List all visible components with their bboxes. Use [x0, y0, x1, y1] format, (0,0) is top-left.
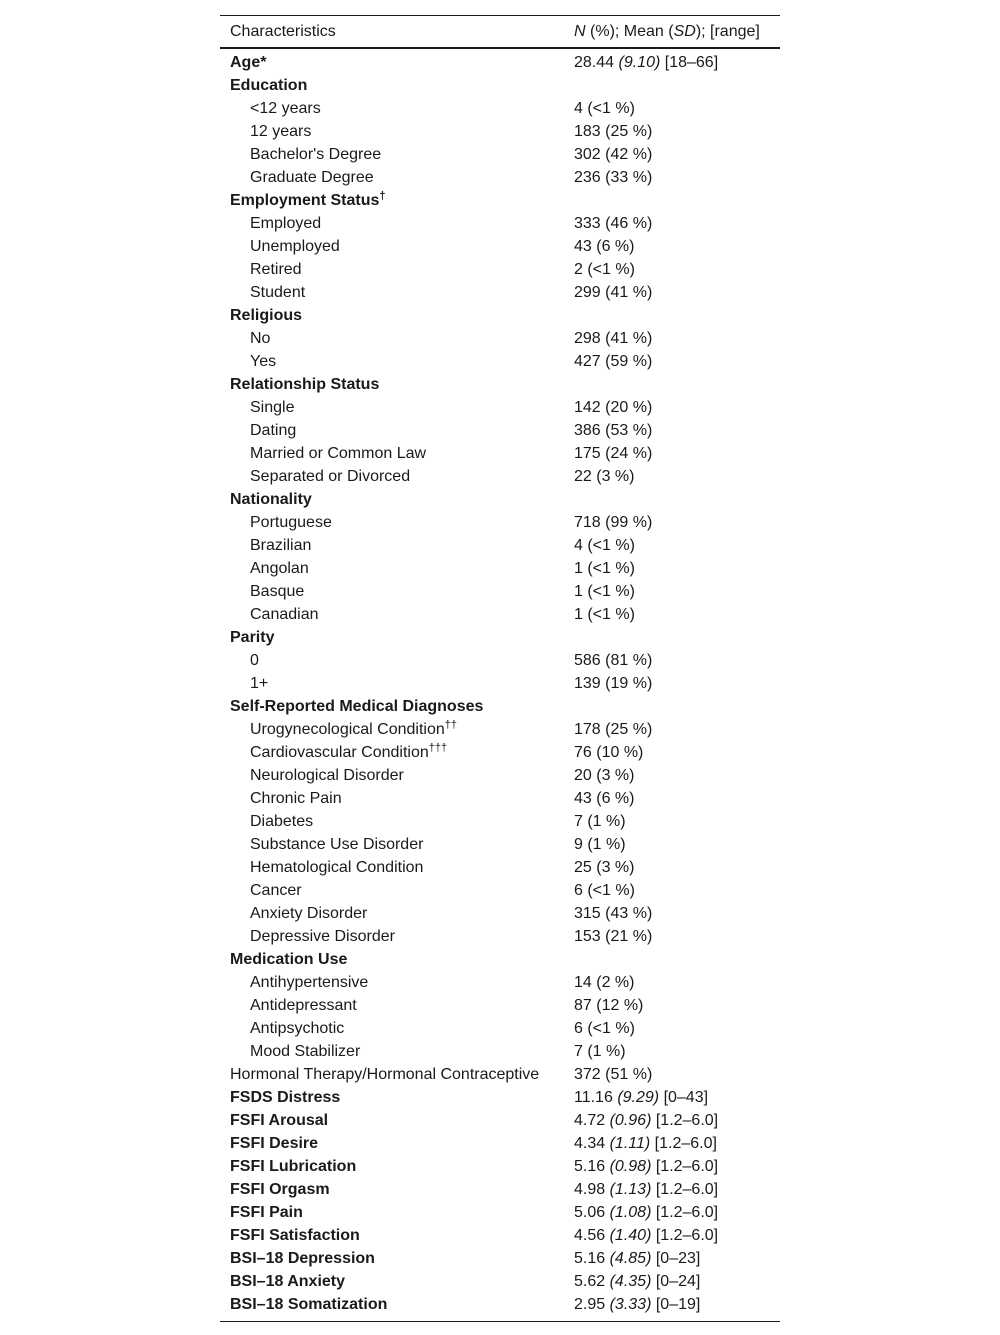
- row-value: 386 (53 %): [574, 421, 653, 439]
- row-label-cell: [220, 767, 574, 785]
- table-row: [220, 557, 780, 580]
- row-value: 4.34: [574, 1134, 606, 1152]
- row-label-cell: [220, 189, 574, 210]
- table-row: [220, 120, 780, 143]
- row-value-cell: [574, 215, 780, 233]
- row-label-cell: [220, 1020, 574, 1038]
- row-sd: (1.13): [609, 1180, 652, 1198]
- row-label: Bachelor's Degree: [250, 145, 382, 163]
- row-value-cell: [574, 1158, 780, 1176]
- table-body: [220, 51, 780, 1316]
- row-value: 183 (25 %): [574, 122, 653, 140]
- row-label: Parity: [230, 628, 275, 646]
- row-label: Retired: [250, 260, 302, 278]
- header-n: N: [574, 22, 586, 40]
- row-label: Relationship Status: [230, 375, 380, 393]
- row-value: 5.62: [574, 1272, 606, 1290]
- row-label-cell: [220, 307, 574, 325]
- row-value: 5.06: [574, 1203, 606, 1221]
- row-label: Antidepressant: [250, 996, 357, 1014]
- row-label: Single: [250, 398, 295, 416]
- row-label-cell: [220, 445, 574, 463]
- footnote-marker: ††: [444, 718, 458, 731]
- row-label-cell: [220, 491, 574, 509]
- row-range: [1.2–6.0]: [655, 1111, 719, 1129]
- table-row: [220, 350, 780, 373]
- row-label-cell: [220, 215, 574, 233]
- row-label: Cancer: [250, 881, 302, 899]
- row-label: Portuguese: [250, 513, 332, 531]
- table-row: [220, 1293, 780, 1316]
- table-row: [220, 787, 780, 810]
- row-label: Dating: [250, 421, 297, 439]
- table-row: [220, 1040, 780, 1063]
- row-value-cell: [574, 560, 780, 578]
- header-characteristics: Characteristics: [230, 22, 336, 40]
- row-label-cell: [220, 951, 574, 969]
- row-value: 299 (41 %): [574, 283, 653, 301]
- row-label-cell: [220, 146, 574, 164]
- table-row: [220, 258, 780, 281]
- row-label: Hormonal Therapy/Hormonal Contraceptive: [230, 1065, 540, 1083]
- row-label: BSI–18 Somatization: [230, 1295, 388, 1313]
- row-value-cell: [574, 721, 780, 739]
- row-label: Medication Use: [230, 950, 348, 968]
- header-range: ); [range]: [695, 22, 760, 40]
- table-row: [220, 1086, 780, 1109]
- row-label-cell: [220, 468, 574, 486]
- row-value: 298 (41 %): [574, 329, 653, 347]
- row-label-cell: [220, 1089, 574, 1107]
- header-sd: SD: [673, 22, 696, 40]
- row-value: 333 (46 %): [574, 214, 653, 232]
- row-value: 6 (<1 %): [574, 881, 635, 899]
- table-row: [220, 281, 780, 304]
- row-value-cell: [574, 1112, 780, 1130]
- header-statistics: [574, 23, 780, 41]
- row-range: [18–66]: [664, 53, 719, 71]
- table-header-row: [220, 16, 780, 49]
- table-row: [220, 51, 780, 74]
- row-label: Unemployed: [250, 237, 340, 255]
- row-label: Graduate Degree: [250, 168, 374, 186]
- row-value-cell: [574, 813, 780, 831]
- row-label-cell: [220, 928, 574, 946]
- row-label-cell: [220, 606, 574, 624]
- row-label-cell: [220, 238, 574, 256]
- demographics-table: [220, 15, 780, 1322]
- table-row: [220, 74, 780, 97]
- row-value-cell: [574, 1020, 780, 1038]
- row-value: 315 (43 %): [574, 904, 653, 922]
- row-value-cell: [574, 1181, 780, 1199]
- row-sd: (4.35): [609, 1272, 652, 1290]
- table-row: [220, 1132, 780, 1155]
- row-label-cell: [220, 169, 574, 187]
- table-row: [220, 1063, 780, 1086]
- row-label-cell: [220, 284, 574, 302]
- row-value-cell: [574, 1135, 780, 1153]
- row-value: 586 (81 %): [574, 651, 653, 669]
- row-label-cell: [220, 882, 574, 900]
- row-label-cell: [220, 54, 574, 72]
- row-value-cell: [574, 790, 780, 808]
- table-row: [220, 925, 780, 948]
- row-value: 4.56: [574, 1226, 606, 1244]
- table-row: [220, 764, 780, 787]
- row-label: FSFI Satisfaction: [230, 1226, 360, 1244]
- row-label: Anxiety Disorder: [250, 904, 368, 922]
- row-label-cell: [220, 1227, 574, 1245]
- table-row: [220, 695, 780, 718]
- row-sd: (3.33): [609, 1295, 652, 1313]
- row-value-cell: [574, 399, 780, 417]
- row-label: Neurological Disorder: [250, 766, 404, 784]
- table-row: [220, 810, 780, 833]
- row-value: 718 (99 %): [574, 513, 653, 531]
- table-row: [220, 396, 780, 419]
- row-label-cell: [220, 537, 574, 555]
- table-row: [220, 97, 780, 120]
- row-label: Self-Reported Medical Diagnoses: [230, 697, 484, 715]
- row-label: Brazilian: [250, 536, 312, 554]
- row-label: FSDS Distress: [230, 1088, 341, 1106]
- row-value: 1 (<1 %): [574, 582, 635, 600]
- row-label: Religious: [230, 306, 303, 324]
- row-value-cell: [574, 997, 780, 1015]
- row-label: Hematological Condition: [250, 858, 424, 876]
- row-value: 2 (<1 %): [574, 260, 635, 278]
- row-value-cell: [574, 1273, 780, 1291]
- row-label-cell: [220, 813, 574, 831]
- row-value: 1 (<1 %): [574, 605, 635, 623]
- row-label: 12 years: [250, 122, 312, 140]
- row-label-cell: [220, 1296, 574, 1314]
- table-row: [220, 488, 780, 511]
- row-label: Cardiovascular Condition: [250, 743, 429, 761]
- row-value: 22 (3 %): [574, 467, 635, 485]
- table-row: [220, 1109, 780, 1132]
- row-value-cell: [574, 652, 780, 670]
- row-label-cell: [220, 905, 574, 923]
- row-label-cell: [220, 836, 574, 854]
- row-value-cell: [574, 1204, 780, 1222]
- row-value: 153 (21 %): [574, 927, 653, 945]
- table-row: [220, 166, 780, 189]
- row-sd: (9.10): [618, 53, 661, 71]
- row-label-cell: [220, 330, 574, 348]
- row-value-cell: [574, 54, 780, 72]
- footnote-marker: †: [379, 189, 386, 202]
- row-label-cell: [220, 1112, 574, 1130]
- table-row: [220, 1178, 780, 1201]
- row-sd: (0.98): [609, 1157, 652, 1175]
- row-label: BSI–18 Depression: [230, 1249, 375, 1267]
- table-row: [220, 235, 780, 258]
- row-range: [1.2–6.0]: [654, 1134, 717, 1152]
- header-pct-mean: (%); Mean (: [585, 22, 674, 40]
- table-row: [220, 603, 780, 626]
- row-label: BSI–18 Anxiety: [230, 1272, 346, 1290]
- table-row: [220, 741, 780, 764]
- row-label: FSFI Arousal: [230, 1111, 329, 1129]
- table-row: [220, 948, 780, 971]
- row-label-cell: [220, 583, 574, 601]
- row-label: Education: [230, 76, 308, 94]
- row-label-cell: [220, 1250, 574, 1268]
- row-range: [0–43]: [663, 1088, 709, 1106]
- row-label-cell: [220, 100, 574, 118]
- row-value-cell: [574, 744, 780, 762]
- row-label: FSFI Orgasm: [230, 1180, 330, 1198]
- row-value-cell: [574, 1250, 780, 1268]
- row-label: Basque: [250, 582, 305, 600]
- row-value: 28.44: [574, 53, 615, 71]
- row-label: FSFI Lubrication: [230, 1157, 357, 1175]
- table-row: [220, 626, 780, 649]
- row-label-cell: [220, 859, 574, 877]
- row-label: Age*: [230, 53, 267, 71]
- row-label: FSFI Pain: [230, 1203, 303, 1221]
- row-value-cell: [574, 583, 780, 601]
- row-value-cell: [574, 675, 780, 693]
- table-bottom-rule: [220, 1321, 780, 1322]
- table-row: [220, 856, 780, 879]
- row-value-cell: [574, 1043, 780, 1061]
- row-value: 1 (<1 %): [574, 559, 635, 577]
- row-value-cell: [574, 514, 780, 532]
- row-value: 6 (<1 %): [574, 1019, 635, 1037]
- row-value: 20 (3 %): [574, 766, 635, 784]
- table-row: [220, 143, 780, 166]
- row-sd: (1.08): [609, 1203, 652, 1221]
- footnote-marker: †††: [428, 741, 448, 754]
- row-label-cell: [220, 1273, 574, 1291]
- row-label-cell: [220, 790, 574, 808]
- row-value: 5.16: [574, 1249, 606, 1267]
- row-value: 302 (42 %): [574, 145, 653, 163]
- row-value-cell: [574, 238, 780, 256]
- table-row: [220, 1017, 780, 1040]
- row-value: 139 (19 %): [574, 674, 653, 692]
- row-value-cell: [574, 1089, 780, 1107]
- row-label-cell: [220, 77, 574, 95]
- row-label-cell: [220, 1066, 574, 1084]
- row-value: 9 (1 %): [574, 835, 626, 853]
- row-value-cell: [574, 100, 780, 118]
- table-row: [220, 994, 780, 1017]
- row-range: [1.2–6.0]: [655, 1226, 719, 1244]
- table-row: [220, 1201, 780, 1224]
- row-value: 178 (25 %): [574, 720, 653, 738]
- row-label: Angolan: [250, 559, 309, 577]
- table-row: [220, 672, 780, 695]
- row-value-cell: [574, 882, 780, 900]
- row-label-cell: [220, 1181, 574, 1199]
- row-label-cell: [220, 675, 574, 693]
- row-value-cell: [574, 169, 780, 187]
- table-row: [220, 419, 780, 442]
- row-label: 1+: [250, 674, 269, 692]
- row-value: 4.72: [574, 1111, 606, 1129]
- row-label: Nationality: [230, 490, 312, 508]
- row-label: Canadian: [250, 605, 319, 623]
- row-value: 372 (51 %): [574, 1065, 653, 1083]
- row-label: 0: [250, 651, 259, 669]
- row-sd: (1.11): [609, 1134, 651, 1152]
- row-value-cell: [574, 974, 780, 992]
- row-value-cell: [574, 606, 780, 624]
- row-value-cell: [574, 123, 780, 141]
- table-row: [220, 304, 780, 327]
- row-value-cell: [574, 1227, 780, 1245]
- row-label: Chronic Pain: [250, 789, 342, 807]
- row-value-cell: [574, 928, 780, 946]
- row-label-cell: [220, 652, 574, 670]
- table-row: [220, 718, 780, 741]
- row-label-cell: [220, 353, 574, 371]
- row-value-cell: [574, 353, 780, 371]
- row-value: 87 (12 %): [574, 996, 644, 1014]
- row-value: 43 (6 %): [574, 237, 635, 255]
- row-label: Antipsychotic: [250, 1019, 345, 1037]
- row-label: No: [250, 329, 271, 347]
- row-value: 5.16: [574, 1157, 606, 1175]
- row-label-cell: [220, 123, 574, 141]
- row-label: Depressive Disorder: [250, 927, 395, 945]
- row-sd: (1.40): [609, 1226, 652, 1244]
- row-value: 142 (20 %): [574, 398, 653, 416]
- row-label-cell: [220, 1043, 574, 1061]
- row-value-cell: [574, 422, 780, 440]
- row-label: Mood Stabilizer: [250, 1042, 361, 1060]
- row-label: Student: [250, 283, 306, 301]
- row-value: 427 (59 %): [574, 352, 653, 370]
- table-row: [220, 442, 780, 465]
- row-label: Employment Status: [230, 191, 380, 209]
- row-value: 236 (33 %): [574, 168, 653, 186]
- table-row: [220, 902, 780, 925]
- row-sd: (9.29): [617, 1088, 660, 1106]
- row-label: Urogynecological Condition: [250, 720, 445, 738]
- row-value: 7 (1 %): [574, 812, 626, 830]
- row-label-cell: [220, 629, 574, 647]
- row-value-cell: [574, 767, 780, 785]
- row-value: 7 (1 %): [574, 1042, 626, 1060]
- row-label-cell: [220, 422, 574, 440]
- row-label-cell: [220, 376, 574, 394]
- row-value: 2.95: [574, 1295, 606, 1313]
- table-row: [220, 189, 780, 212]
- table-row: [220, 1270, 780, 1293]
- row-label: FSFI Desire: [230, 1134, 319, 1152]
- row-value: 175 (24 %): [574, 444, 653, 462]
- table-row: [220, 212, 780, 235]
- row-value: 14 (2 %): [574, 973, 635, 991]
- row-label-cell: [220, 1204, 574, 1222]
- table-row: [220, 327, 780, 350]
- row-value-cell: [574, 1296, 780, 1314]
- row-label: Married or Common Law: [250, 444, 427, 462]
- row-label-cell: [220, 974, 574, 992]
- row-range: [0–23]: [655, 1249, 701, 1267]
- row-value-cell: [574, 836, 780, 854]
- row-sd: (4.85): [609, 1249, 652, 1267]
- table-row: [220, 879, 780, 902]
- table-row: [220, 1224, 780, 1247]
- row-label-cell: [220, 399, 574, 417]
- table-row: [220, 534, 780, 557]
- row-value: 25 (3 %): [574, 858, 635, 876]
- row-label: Yes: [250, 352, 277, 370]
- table-row: [220, 1155, 780, 1178]
- row-value: 43 (6 %): [574, 789, 635, 807]
- row-label-cell: [220, 1135, 574, 1153]
- row-value-cell: [574, 905, 780, 923]
- table-row: [220, 649, 780, 672]
- row-value: 76 (10 %): [574, 743, 644, 761]
- table-row: [220, 833, 780, 856]
- row-range: [1.2–6.0]: [655, 1180, 719, 1198]
- row-value-cell: [574, 445, 780, 463]
- row-label-cell: [220, 997, 574, 1015]
- row-range: [0–24]: [655, 1272, 701, 1290]
- table-row: [220, 580, 780, 603]
- row-label: Separated or Divorced: [250, 467, 411, 485]
- row-range: [1.2–6.0]: [655, 1203, 719, 1221]
- row-label-cell: [220, 1158, 574, 1176]
- row-label: Antihypertensive: [250, 973, 369, 991]
- row-value-cell: [574, 468, 780, 486]
- row-value-cell: [574, 284, 780, 302]
- row-label-cell: [220, 261, 574, 279]
- row-value-cell: [574, 1066, 780, 1084]
- row-sd: (0.96): [609, 1111, 652, 1129]
- row-label: Substance Use Disorder: [250, 835, 424, 853]
- table-row: [220, 971, 780, 994]
- row-value: 11.16: [574, 1088, 613, 1106]
- row-value-cell: [574, 537, 780, 555]
- row-value: 4 (<1 %): [574, 536, 635, 554]
- row-value-cell: [574, 859, 780, 877]
- row-label-cell: [220, 514, 574, 532]
- row-label: <12 years: [250, 99, 321, 117]
- row-label-cell: [220, 718, 574, 739]
- table-row: [220, 373, 780, 396]
- row-value: 4.98: [574, 1180, 606, 1198]
- row-label-cell: [220, 698, 574, 716]
- table-row: [220, 465, 780, 488]
- row-value-cell: [574, 146, 780, 164]
- row-label: Employed: [250, 214, 322, 232]
- table-row: [220, 1247, 780, 1270]
- row-value-cell: [574, 261, 780, 279]
- row-label-cell: [220, 560, 574, 578]
- row-range: [1.2–6.0]: [655, 1157, 719, 1175]
- row-label-cell: [220, 741, 574, 762]
- row-value: 4 (<1 %): [574, 99, 635, 117]
- table-row: [220, 511, 780, 534]
- row-label: Diabetes: [250, 812, 314, 830]
- row-range: [0–19]: [655, 1295, 701, 1313]
- row-value-cell: [574, 330, 780, 348]
